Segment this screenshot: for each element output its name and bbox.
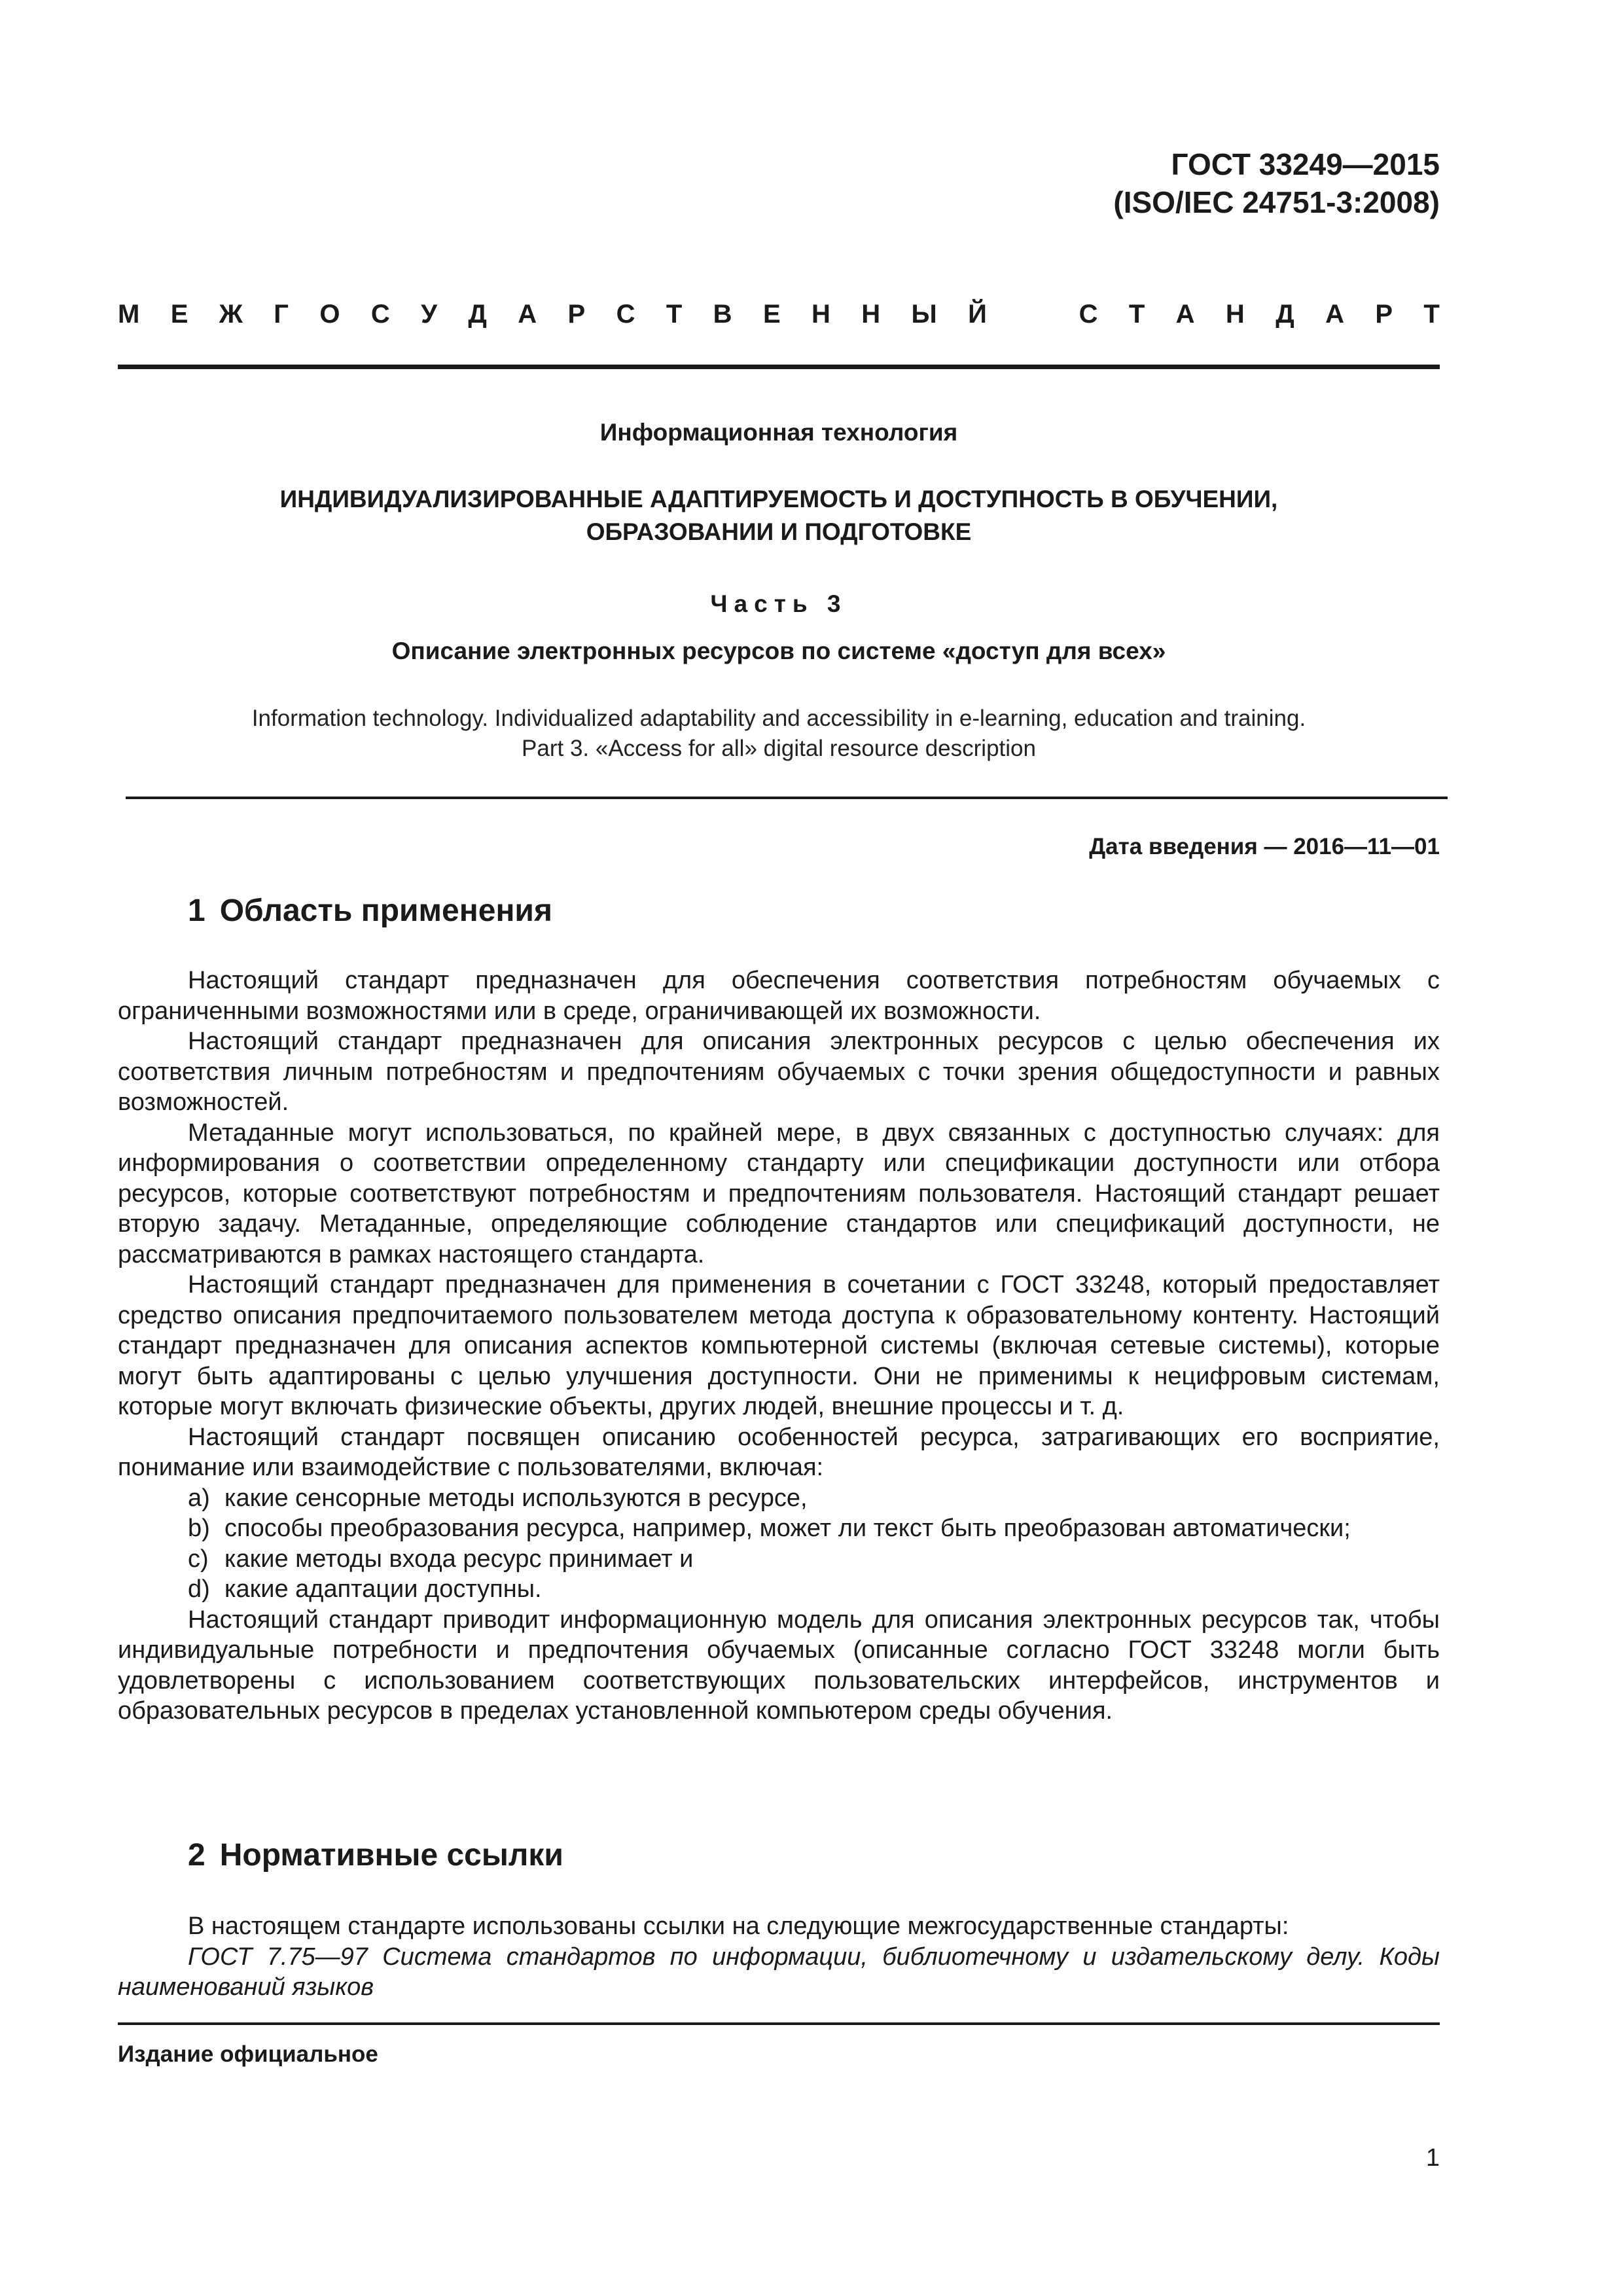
paragraph: Настоящий стандарт предназначен для обеспечения соответствия потребностям обучаемых с ограниченными возможностями или в среде, ограничивающей их возможности. (118, 967, 1440, 1025)
title-rule (126, 797, 1448, 799)
list-item-text: какие адаптации доступны. (224, 1575, 542, 1603)
paragraph: Метаданные могут использоваться, по крайней мере, в двух связанных с доступностью случаях: для информирования о соответствии определенному стандарту или спецификации доступности или отбора ресурсов, которые соответствуют потребностям и предпочтениям пользователя. Настоящий стандарт решает вторую задачу. Метаданные, определяющие соблюдение стандартов или спецификаций доступности, не рассматриваются в рамках настоящего стандарта. (118, 1119, 1440, 1268)
list-item (118, 1544, 1440, 1575)
standard-kind-letter: А (518, 300, 537, 329)
standard-kind-letter: С (370, 300, 390, 329)
introduction-date: Дата введения — 2016—11—01 (1089, 834, 1440, 859)
page-number: 1 (1425, 2144, 1440, 2172)
list-marker: c) (188, 1545, 209, 1573)
document-code (982, 145, 1440, 221)
english-title (118, 704, 1440, 764)
part-title: Описание электронных ресурсов по системе «доступ для всех» (391, 637, 1166, 664)
standard-kind-letter: Е (762, 300, 781, 329)
standard-kind-heading (118, 298, 1440, 331)
section-1-heading (188, 891, 552, 931)
standard-kind-letter: Н (1225, 300, 1245, 329)
standard-kind-letter: Р (567, 300, 586, 329)
section-title: Нормативные ссылки (219, 1838, 563, 1873)
list-item (118, 1513, 1440, 1544)
list-marker: a) (188, 1484, 210, 1512)
iso-number: (ISO/IEC 24751-3:2008) (1113, 185, 1440, 219)
document-title-line: ОБРАЗОВАНИИ И ПОДГОТОВКЕ (586, 518, 972, 545)
gost-number: ГОСТ 33249—2015 (1171, 147, 1440, 181)
standard-kind-letter: А (1325, 300, 1344, 329)
standard-kind-letter: Д (1275, 300, 1294, 329)
list-item-text: какие сенсорные методы используются в ресурсе, (224, 1484, 808, 1512)
paragraph: Настоящий стандарт предназначен для описания электронных ресурсов с целью обеспечения их соответствия личным потребностям и предпочтениям обучаемых с точки зрения общедоступности и равных возможностей. (118, 1028, 1440, 1116)
list-item (118, 1574, 1440, 1605)
section-number: 1 (188, 893, 205, 928)
standard-kind-letter: Й (968, 300, 987, 329)
standard-kind-letter: Ы (911, 300, 937, 329)
standard-kind-letter: Т (666, 300, 683, 329)
standard-kind-letter: Г (274, 300, 289, 329)
list-item-text: какие методы входа ресурс принимает и (224, 1545, 694, 1573)
paragraph: Настоящий стандарт приводит информационную модель для описания электронных ресурсов так, чтобы индивидуальные потребности и предпочтения обучаемых (описанные согласно ГОСТ 33248 могли быть удовлетворены с использованием соответствующих пользовательских интерфейсов, инструментов и образовательных ресурсов в пределах установленной компьютером среды обучения. (118, 1605, 1440, 1725)
standard-kind-letter: М (118, 300, 140, 329)
list-marker: b) (188, 1515, 210, 1542)
normative-reference: ГОСТ 7.75—97 Система стандартов по информации, библиотечному и издательскому делу. Коды наименований языков (118, 1943, 1440, 2001)
section-number: 2 (188, 1838, 205, 1873)
section-1-body (118, 965, 1440, 1727)
document-title-line: ИНДИВИДУАЛИЗИРОВАННЫЕ АДАПТИРУЕМОСТЬ И ДОСТУПНОСТЬ В ОБУЧЕНИИ, (279, 486, 1278, 512)
subject-area: Информационная технология (599, 419, 958, 446)
standard-kind-letter: А (1175, 300, 1195, 329)
word-gap (1018, 298, 1048, 331)
standard-kind-letter: Р (1375, 300, 1393, 329)
list-item (118, 1483, 1440, 1514)
section-2-heading (188, 1836, 563, 1875)
standard-kind-letter: В (713, 300, 732, 329)
section-title: Область применения (219, 893, 552, 928)
header-rule (118, 365, 1440, 369)
standard-kind-letter: Д (468, 300, 487, 329)
document-title (118, 483, 1440, 548)
edition-label: Издание официальное (118, 2041, 378, 2067)
paragraph: В настоящем стандарте использованы ссылки на следующие межгосударственные стандарты: (188, 1912, 1289, 1940)
standard-kind-letter: Т (1423, 300, 1440, 329)
standard-kind-letter: С (616, 300, 635, 329)
standard-kind-letter: Ж (219, 300, 243, 329)
english-title-line: Part 3. «Access for all» digital resource description (522, 736, 1036, 761)
standard-kind-letter: Н (812, 300, 830, 329)
standard-kind-letter: У (421, 300, 438, 329)
list-item-text: способы преобразования ресурса, например, может ли текст быть преобразован автоматически; (224, 1515, 1351, 1542)
standard-kind-letter: Н (861, 300, 881, 329)
footer-rule (118, 2022, 1440, 2025)
paragraph: Настоящий стандарт предназначен для применения в сочетании с ГОСТ 33248, который предоставляет средство описания предпочитаемого пользователем метода доступа к образовательному контенту. Настоящий стандарт предназначен для описания аспектов компьютерной системы (включая сетевые системы), которые могут быть адаптированы с целью улучшения доступности. Они не применимы к нецифровым системам, которые могут включать физические объекты, других людей, внешние процессы и т. д. (118, 1271, 1440, 1420)
section-2-body (118, 1911, 1440, 2003)
standard-kind-letter: Е (170, 300, 188, 329)
part-label: Часть 3 (710, 590, 847, 617)
english-title-line: Information technology. Individualized adaptability and accessibility in e-learning, education and training. (251, 706, 1306, 731)
standard-kind-letter: С (1079, 300, 1098, 329)
standard-kind-letter: Т (1128, 300, 1145, 329)
paragraph: Настоящий стандарт посвящен описанию особенностей ресурса, затрагивающих его восприятие, понимание или взаимодействие с пользователями, включая: (118, 1423, 1440, 1481)
list-marker: d) (188, 1575, 210, 1603)
standard-kind-letter: О (319, 300, 340, 329)
